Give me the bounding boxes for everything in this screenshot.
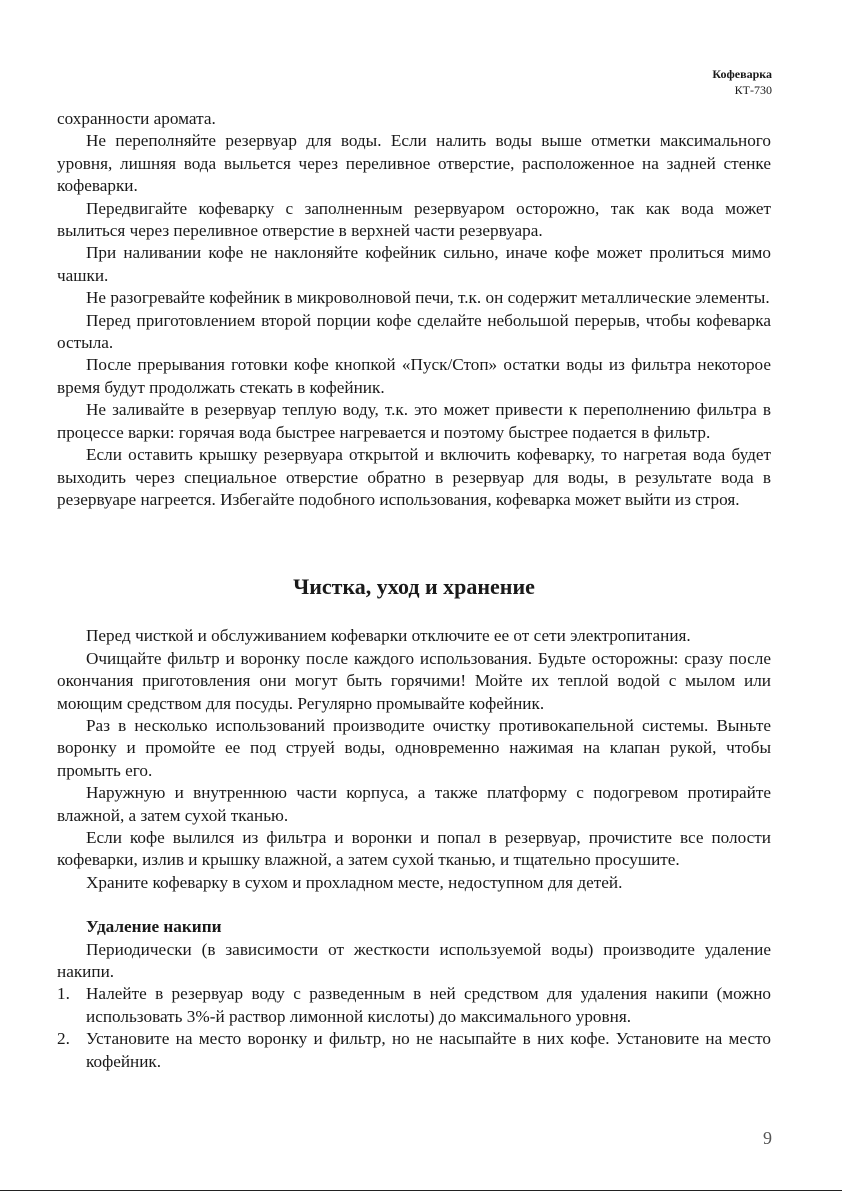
paragraph: сохранности аромата. [57,109,216,128]
paragraph: Если кофе вылился из фильтра и воронки и попал в резервуар, прочистите все полости кофеварки, излив и крышку влажной, а затем сухой тканью, и тщательно просушите. [57,827,771,870]
paragraph: При наливании кофе не наклоняйте кофейник сильно, иначе кофе может пролиться мимо чашки. [57,243,771,285]
paragraph: Не разогревайте кофейник в микроволновой печи, т.к. он содержит металлические элементы. [86,288,770,308]
list-item [57,983,771,1028]
paragraph: Не заливайте в резервуар теплую воду, т.к. это может привести к переполнению фильтра в процессе варки: горячая вода быстрее нагревается и поэтому быстрее подается в фильтр. [57,400,771,442]
list-item [57,1028,771,1073]
section-title: Чистка, уход и хранение [293,574,535,600]
list-item-text: Установите на место воронку и фильтр, но не насыпайте в них кофе. Установите на место кофейник. [86,1029,771,1071]
product-name: Кофеварка [712,67,772,81]
paragraph: Перед приготовлением второй порции кофе сделайте небольшой перерыв, чтобы кофеварка остыла. [57,310,771,353]
paragraph: Раз в несколько использований производите очистку противокапельной системы. Выньте воронку и промойте ее под струей воды, одновременно нажимая на клапан рукой, чтобы промыть его. [57,715,771,780]
page-number: 9 [763,1128,772,1148]
bottom-rule [0,1190,842,1191]
paragraph: Не переполняйте резервуар для воды. Если налить воды выше отметки максимального уровня, лишняя вода выльется через переливное отверстие, расположенное на задней стенке кофеварки. [57,131,771,196]
page-content [57,108,771,1073]
list-item-text: Налейте в резервуар воду с разведенным в ней средством для удаления накипи (можно использовать 3%-й раствор лимонной кислоты) до максимального уровня. [86,984,771,1026]
paragraph: Перед чисткой и обслуживанием кофеварки отключите ее от сети электропитания. [86,626,691,646]
paragraph: Передвигайте кофеварку с заполненным резервуаром осторожно, так как вода может вылиться через переливное отверстие в верхней части резервуара. [57,198,771,241]
page-header [712,66,772,98]
paragraph: Наружную и внутреннюю части корпуса, а также платформу с подогревом протирайте влажной, а затем сухой тканью. [57,783,771,825]
paragraph: Храните кофеварку в сухом и прохладном месте, недоступном для детей. [86,872,623,892]
steps-list [57,983,771,1073]
list-item-number: 2. [57,1029,70,1049]
list-item-number: 1. [57,984,70,1004]
paragraph: Очищайте фильтр и воронку после каждого использования. Будьте осторожны: сразу после окончания приготовления они могут быть горячими! Мойте их теплой водой с мылом или моющим средством для посуды. Регулярно промывайте кофейник. [57,648,771,713]
model-number: КТ-730 [734,83,772,97]
paragraph: После прерывания готовки кофе кнопкой «Пуск/Стоп» остатки воды из фильтра некоторое время будут продолжать стекать в кофейник. [57,355,771,397]
subsection-heading: Удаление накипи [86,917,222,937]
paragraph: Периодически (в зависимости от жесткости используемой воды) производите удаление накипи. [57,939,771,981]
paragraph: Если оставить крышку резервуара открытой и включить кофеварку, то нагретая вода будет выходить через специальное отверстие обратно в резервуар для воды, в результате вода в резервуаре нагреется. Избегайте подобного использования, кофеварка может выйти из строя. [57,445,771,509]
